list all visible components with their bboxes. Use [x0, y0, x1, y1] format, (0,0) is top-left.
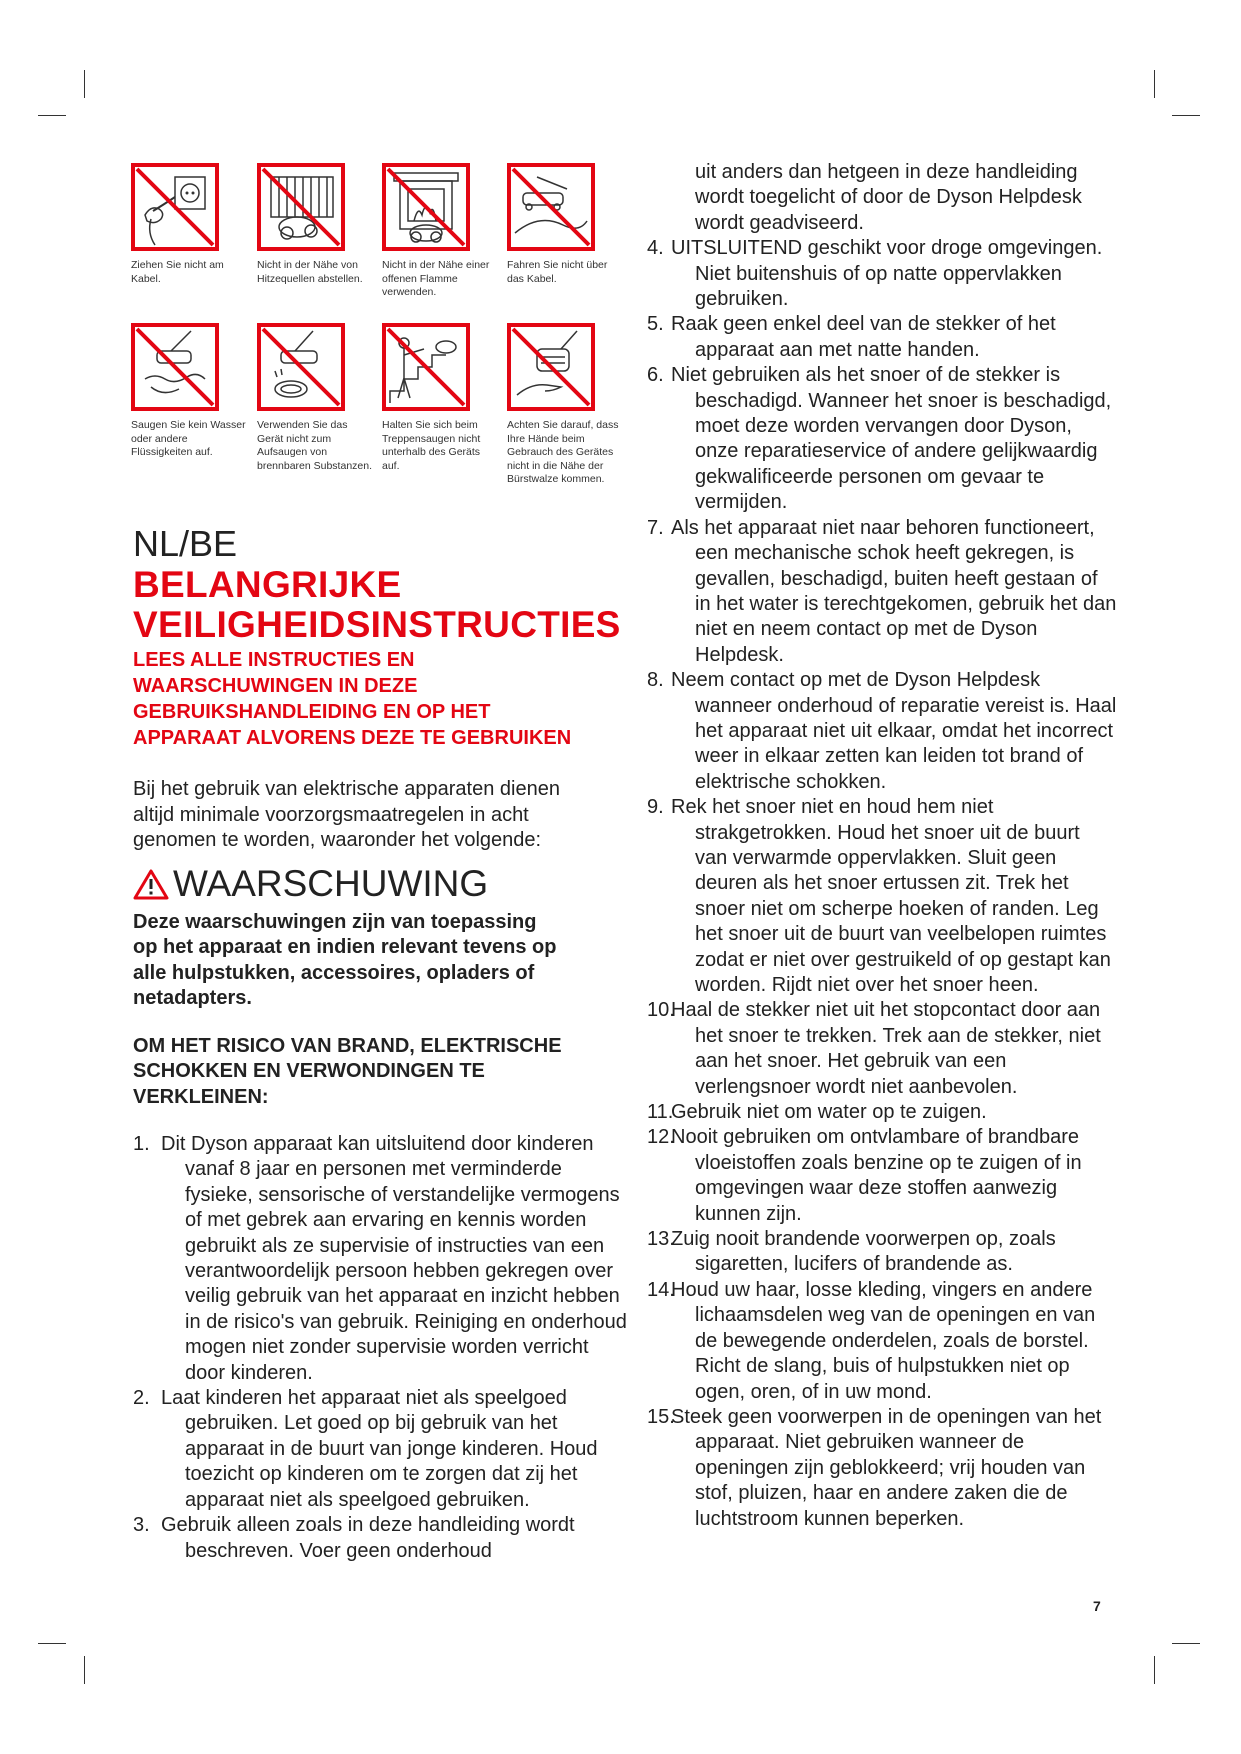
item-number: 3.: [133, 1514, 150, 1537]
item-number: 10.: [647, 999, 675, 1022]
item-number: 1.: [133, 1133, 150, 1155]
plug-pull-cable-prohibited-icon: [131, 163, 219, 251]
list-item: [133, 1132, 633, 1386]
item-text: Als het apparaat niet naar behoren functioneert, een mechanische schok heeft gekregen, is gevallen, beschadigd, buiten heeft gestaan of in het water is terechtgekomen, gebruik het dan niet en neem contact op met de Dyson Helpdesk.: [671, 516, 1117, 666]
list-item: [647, 1100, 1117, 1125]
item-text: Haal de stekker niet uit het stopcontact door aan het snoer te trekken. Trek aan de stekker, niet aan het snoer. Het gebruik van een verlengsnoer wordt niet aanbevolen.: [671, 999, 1101, 1098]
list-item: [647, 998, 1117, 1100]
item-number: 7.: [647, 516, 664, 539]
warning-body: Deze waarschuwingen zijn van toepassing op het apparaat en indien relevant tevens op alle hulpstukken, accessoires, opladers of netadapters.: [133, 910, 557, 1009]
instruction-list-left: [133, 1132, 633, 1564]
item-text: Raak geen enkel deel van de stekker of het apparaat aan met natte handen.: [671, 313, 1056, 361]
item-number: 15.: [647, 1405, 675, 1428]
open-flame-prohibited-icon: [382, 163, 470, 251]
title-line-2: VEILIGHEIDSINSTRUCTIES: [133, 604, 621, 645]
pictogram-caption: Fahren Sie nicht über das Kabel.: [507, 259, 608, 285]
item-text: Gebruik alleen zoals in deze handleiding wordt beschreven. Voer geen onderhoud: [161, 1514, 575, 1562]
intro-paragraph: Bij het gebruik van elektrische apparaten dienen altijd minimale voorzorgsmaatregelen in acht genomen te worden, waaronder het volgende:: [133, 778, 560, 851]
crop-mark: [1154, 70, 1155, 98]
item-text: Zuig nooit brandende voorwerpen op, zoals sigaretten, lucifers of brandende as.: [671, 1228, 1056, 1276]
crop-mark: [1172, 1643, 1200, 1644]
pictogram-caption: Nicht in der Nähe von Hitzequellen abstellen.: [257, 259, 363, 285]
list-item: [647, 795, 1117, 998]
item-number: 8.: [647, 669, 664, 692]
pictogram-caption: Achten Sie darauf, dass Ihre Hände beim Gebrauch des Gerätes nicht in die Nähe der Bürstwalze kommen.: [507, 419, 619, 485]
list-item: [647, 1405, 1117, 1532]
pictogram-caption: Ziehen Sie nicht am Kabel.: [131, 259, 224, 285]
pictogram: [131, 163, 251, 286]
item-text: UITSLUITEND geschikt voor droge omgevingen. Niet buitenshuis of op natte oppervlakken gebruiken.: [671, 237, 1103, 311]
list-item: [647, 516, 1117, 668]
item-number: 11.: [647, 1101, 674, 1124]
continued-text: uit anders dan hetgeen in deze handleiding wordt toegelicht of door de Dyson Helpdesk wordt geadviseerd.: [695, 161, 1082, 234]
pictogram: [507, 163, 627, 286]
title-line-1: BELANGRIJKE: [133, 564, 402, 605]
crop-mark: [1154, 1656, 1155, 1684]
list-item: [133, 1513, 633, 1564]
item-number: 9.: [647, 796, 664, 819]
pictogram: [257, 323, 377, 473]
item-number: 2.: [133, 1387, 150, 1410]
pictogram-caption: Halten Sie sich beim Treppensaugen nicht unterhalb des Geräts auf.: [382, 419, 481, 472]
item-text: Neem contact op met de Dyson Helpdesk wanneer onderhoud of reparatie vereist is. Haal het apparaat niet uit elkaar, omdat het incorrect weer in elkaar zetten kan leiden tot brand of elektrische schokken.: [671, 669, 1117, 793]
pictogram-caption: Saugen Sie kein Wasser oder andere Flüssigkeiten auf.: [131, 419, 246, 458]
item-text: Rek het snoer niet en houd hem niet strakgetrokken. Houd het snoer uit de buurt van verwarmde oppervlakken. Sluit geen deuren als het snoer ertussen zit. Trek het snoer niet om scherpe hoeken of randen. Leg het snoer uit de buurt van veelbelopen ruimtes zodat er niet over gestruikeld of op gestapt kan worden. Rijdt niet over het snoer heen.: [671, 796, 1111, 996]
crop-mark: [38, 115, 66, 116]
item-text: Houd uw haar, losse kleding, vingers en andere lichaamsdelen weg van de openingen en van de bewegende onderdelen, zoals de borstel. Richt de slang, buis of hulpstukken niet op ogen, oren, of in uw mond.: [671, 1278, 1096, 1403]
warning-heading-text: WAARSCHUWING: [173, 862, 489, 904]
item-text: Gebruik niet om water op te zuigen.: [671, 1101, 987, 1124]
item-text: Steek geen voorwerpen in de openingen van het apparaat. Niet gebruiken wanneer de openingen zijn geblokkeerd; vrij houden van stof, pluizen, haar en andere zaken die de luchtstroom kunnen beperken.: [671, 1405, 1102, 1530]
crop-mark: [1172, 115, 1200, 116]
list-item: [647, 363, 1117, 515]
item-text: Niet gebruiken als het snoer of de stekker is beschadigd. Wanneer het snoer is beschadigd, moet deze worden vervangen door Dyson, onze reparatieservice of andere gelijkwaardig gekwalificeerde personen om gevaar te vermijden.: [671, 364, 1112, 514]
left-column: [133, 525, 633, 1564]
risk-heading: OM HET RISICO VAN BRAND, ELEKTRISCHE SCHOKKEN EN VERWONDINGEN TE VERKLEINEN:: [133, 1034, 562, 1108]
language-code: NL/BE: [133, 523, 238, 564]
pictogram-caption: Nicht in der Nähe einer offenen Flamme verwenden.: [382, 259, 490, 298]
item-number: 12.: [647, 1126, 675, 1149]
item-number: 5.: [647, 313, 664, 336]
warning-heading: [133, 862, 633, 906]
list-item: [647, 1227, 1117, 1278]
burning-substances-prohibited-icon: [257, 323, 345, 411]
list-item: [647, 668, 1117, 795]
crop-mark: [84, 1656, 85, 1684]
subtitle: LEES ALLE INSTRUCTIES EN WAARSCHUWINGEN IN DEZE GEBRUIKSHANDLEIDING EN OP HET APPARAAT ALVORENS DEZE TE GEBRUIKEN: [133, 649, 572, 749]
hands-near-brushbar-prohibited-icon: [507, 323, 595, 411]
warning-triangle-icon: [133, 868, 169, 900]
pictogram: [507, 323, 627, 487]
list-item: [133, 1386, 633, 1513]
pictogram-caption: Verwenden Sie das Gerät nicht zum Aufsaugen von brennbaren Substanzen.: [257, 419, 373, 472]
list-item: [647, 1125, 1117, 1227]
crop-mark: [84, 70, 85, 98]
pictogram: [382, 163, 502, 300]
pictogram: [131, 323, 251, 460]
item-number: 13.: [647, 1228, 675, 1251]
item-text: Laat kinderen het apparaat niet als speelgoed gebruiken. Let goed op bij gebruik van het apparaat in de buurt van jonge kinderen. Houd toezicht op kinderen om te zorgen dat zij het apparaat niet als speelgoed gebruiken.: [161, 1387, 598, 1511]
list-item: [647, 1278, 1117, 1405]
item-number: 6.: [647, 364, 664, 387]
page-number: 7: [1093, 1598, 1101, 1614]
item-text: Nooit gebruiken om ontvlambare of brandbare vloeistoffen zoals benzine op te zuigen of in omgevingen waar deze stoffen aanwezig kunnen zijn.: [671, 1126, 1082, 1225]
item-number: 14.: [647, 1278, 675, 1301]
right-column: [647, 160, 1117, 1532]
item-text: Dit Dyson apparaat kan uitsluitend door kinderen vanaf 8 jaar en personen met verminderde fysieke, sensorische of verstandelijke vermogens of met gebrek aan ervaring en kennis worden gebruikt als ze supervisie of instructies van een verantwoordelijk persoon hebben gekregen over veilig gebruik van het apparaat en inzicht hebben in de risico's van gebruik. Reiniging en onderhoud mogen niet zonder supervisie worden verricht door kinderen.: [161, 1133, 627, 1384]
stairs-below-prohibited-icon: [382, 323, 470, 411]
list-item: [647, 236, 1117, 312]
list-item: [647, 312, 1117, 363]
liquid-pickup-prohibited-icon: [131, 323, 219, 411]
drive-over-cable-prohibited-icon: [507, 163, 595, 251]
item-number: 4.: [647, 237, 664, 260]
pictogram: [382, 323, 502, 473]
heater-proximity-prohibited-icon: [257, 163, 345, 251]
pictogram: [257, 163, 377, 286]
crop-mark: [38, 1643, 66, 1644]
page-title: [133, 565, 633, 645]
